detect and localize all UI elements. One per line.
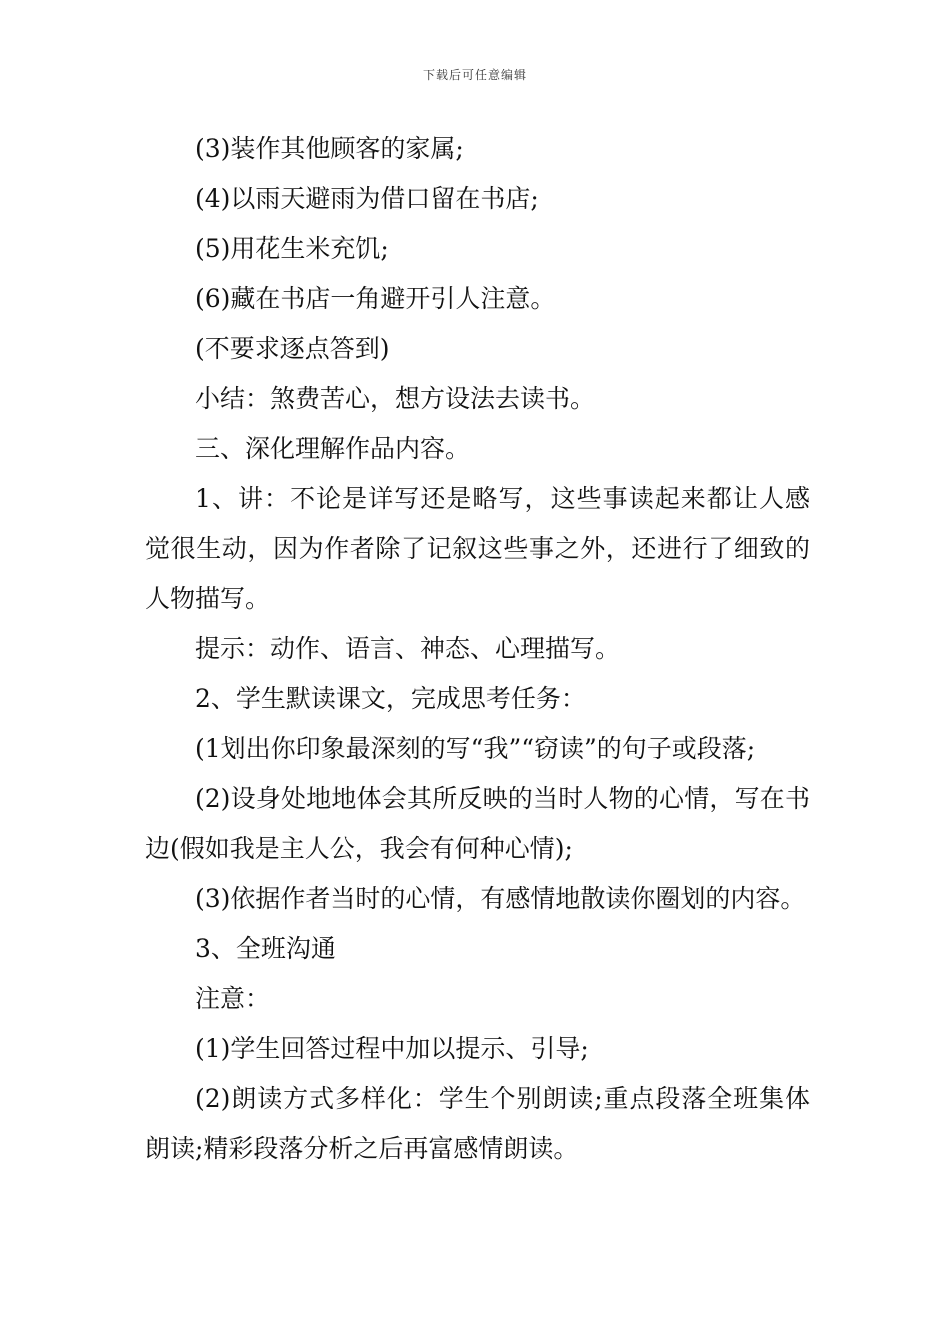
- paragraph: (4)以雨天避雨为借口留在书店;: [195, 184, 539, 213]
- paragraph: 注意：: [195, 984, 271, 1013]
- paragraph: (2)朗读方式多样化：学生个别朗读;重点段落全班集体朗读;精彩段落分析之后再富感情朗读。: [145, 1084, 810, 1163]
- page-header-note: 下载后可任意编辑: [422, 68, 527, 82]
- paragraph: (2)设身处地地体会其所反映的当时人物的心情，写在书边(假如我是主人公，我会有何种心情);: [145, 784, 810, 863]
- paragraph: 1、讲：不论是详写还是略写，这些事读起来都让人感觉很生动，因为作者除了记叙这些事之外，还进行了细致的人物描写。: [145, 484, 810, 613]
- paragraph: (1划出你印象最深刻的写“我”“窃读”的句子或段落;: [195, 734, 756, 763]
- paragraph: (3)装作其他顾客的家属;: [195, 134, 464, 163]
- paragraph: (1)学生回答过程中加以提示、引导;: [195, 1034, 589, 1063]
- paragraph: 提示：动作、语言、神态、心理描写。: [195, 634, 621, 663]
- paragraph: (6)藏在书店一角避开引人注意。: [195, 284, 556, 313]
- paragraph: (3)依据作者当时的心情，有感情地散读你圈划的内容。: [195, 884, 806, 913]
- document-body: [145, 124, 810, 1174]
- paragraph: (不要求逐点答到): [195, 334, 390, 363]
- paragraph: 小结：煞费苦心，想方设法去读书。: [195, 384, 596, 413]
- paragraph: 3、全班沟通: [195, 934, 336, 963]
- paragraph: (5)用花生米充饥;: [195, 234, 389, 263]
- paragraph: 2、学生默读课文，完成思考任务：: [195, 684, 586, 713]
- section-heading: 三、深化理解作品内容。: [195, 434, 471, 463]
